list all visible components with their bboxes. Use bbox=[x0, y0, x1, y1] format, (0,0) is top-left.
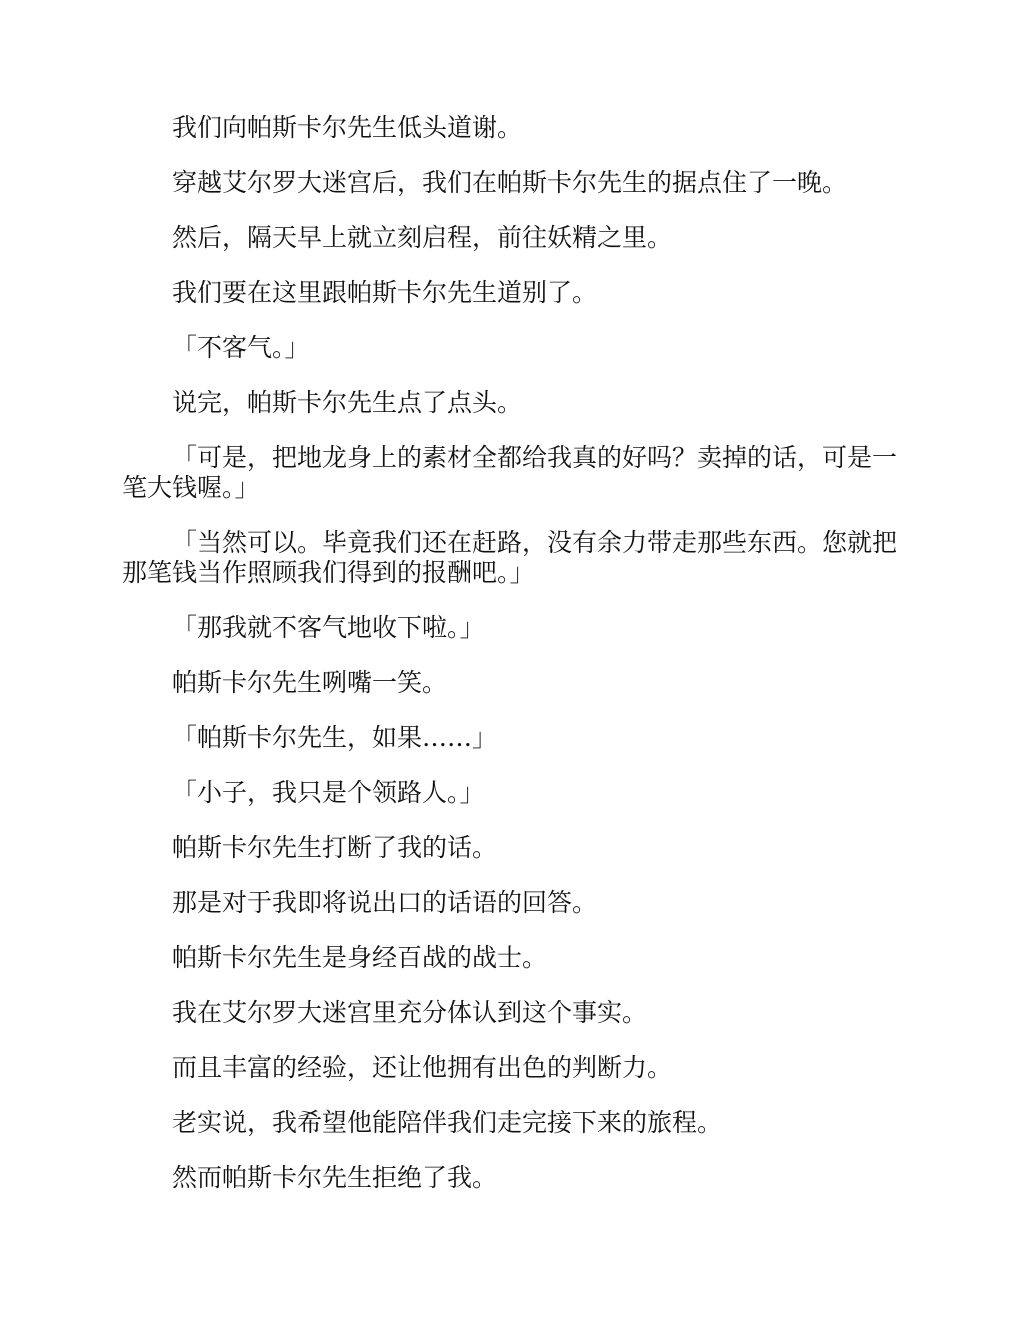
paragraph: 帕斯卡尔先生咧嘴一笑。 bbox=[172, 668, 448, 697]
paragraph: 「当然可以。毕竟我们还在赶路，没有余力带走那些东西。您就把那笔钱当作照顾我们得到的报酬吧。」 bbox=[122, 528, 898, 587]
paragraph: 说完，帕斯卡尔先生点了点头。 bbox=[172, 388, 523, 417]
paragraph: 帕斯卡尔先生是身经百战的战士。 bbox=[172, 943, 548, 972]
paragraph: 而且丰富的经验，还让他拥有出色的判断力。 bbox=[172, 1053, 673, 1082]
paragraph: 帕斯卡尔先生打断了我的话。 bbox=[172, 833, 498, 862]
paragraph: 「那我就不客气地收下啦。」 bbox=[172, 613, 485, 642]
paragraph: 老实说，我希望他能陪伴我们走完接下来的旅程。 bbox=[172, 1108, 723, 1137]
paragraph: 「可是，把地龙身上的素材全都给我真的好吗？卖掉的话，可是一笔大钱喔。」 bbox=[122, 443, 898, 502]
paragraph: 穿越艾尔罗大迷宫后，我们在帕斯卡尔先生的据点住了一晚。 bbox=[172, 168, 848, 197]
paragraph: 「不客气。」 bbox=[172, 333, 310, 362]
paragraph: 然而帕斯卡尔先生拒绝了我。 bbox=[172, 1163, 498, 1192]
paragraph: 「帕斯卡尔先生，如果……」 bbox=[172, 723, 498, 752]
paragraph: 然后，隔天早上就立刻启程，前往妖精之里。 bbox=[172, 223, 673, 252]
paragraph: 「小子，我只是个领路人。」 bbox=[172, 778, 485, 807]
body-text bbox=[122, 113, 898, 1218]
paragraph: 我们向帕斯卡尔先生低头道谢。 bbox=[172, 113, 523, 142]
paragraph: 那是对于我即将说出口的话语的回答。 bbox=[172, 888, 598, 917]
paragraph: 我在艾尔罗大迷宫里充分体认到这个事实。 bbox=[172, 998, 648, 1027]
paragraph: 我们要在这里跟帕斯卡尔先生道别了。 bbox=[172, 278, 598, 307]
